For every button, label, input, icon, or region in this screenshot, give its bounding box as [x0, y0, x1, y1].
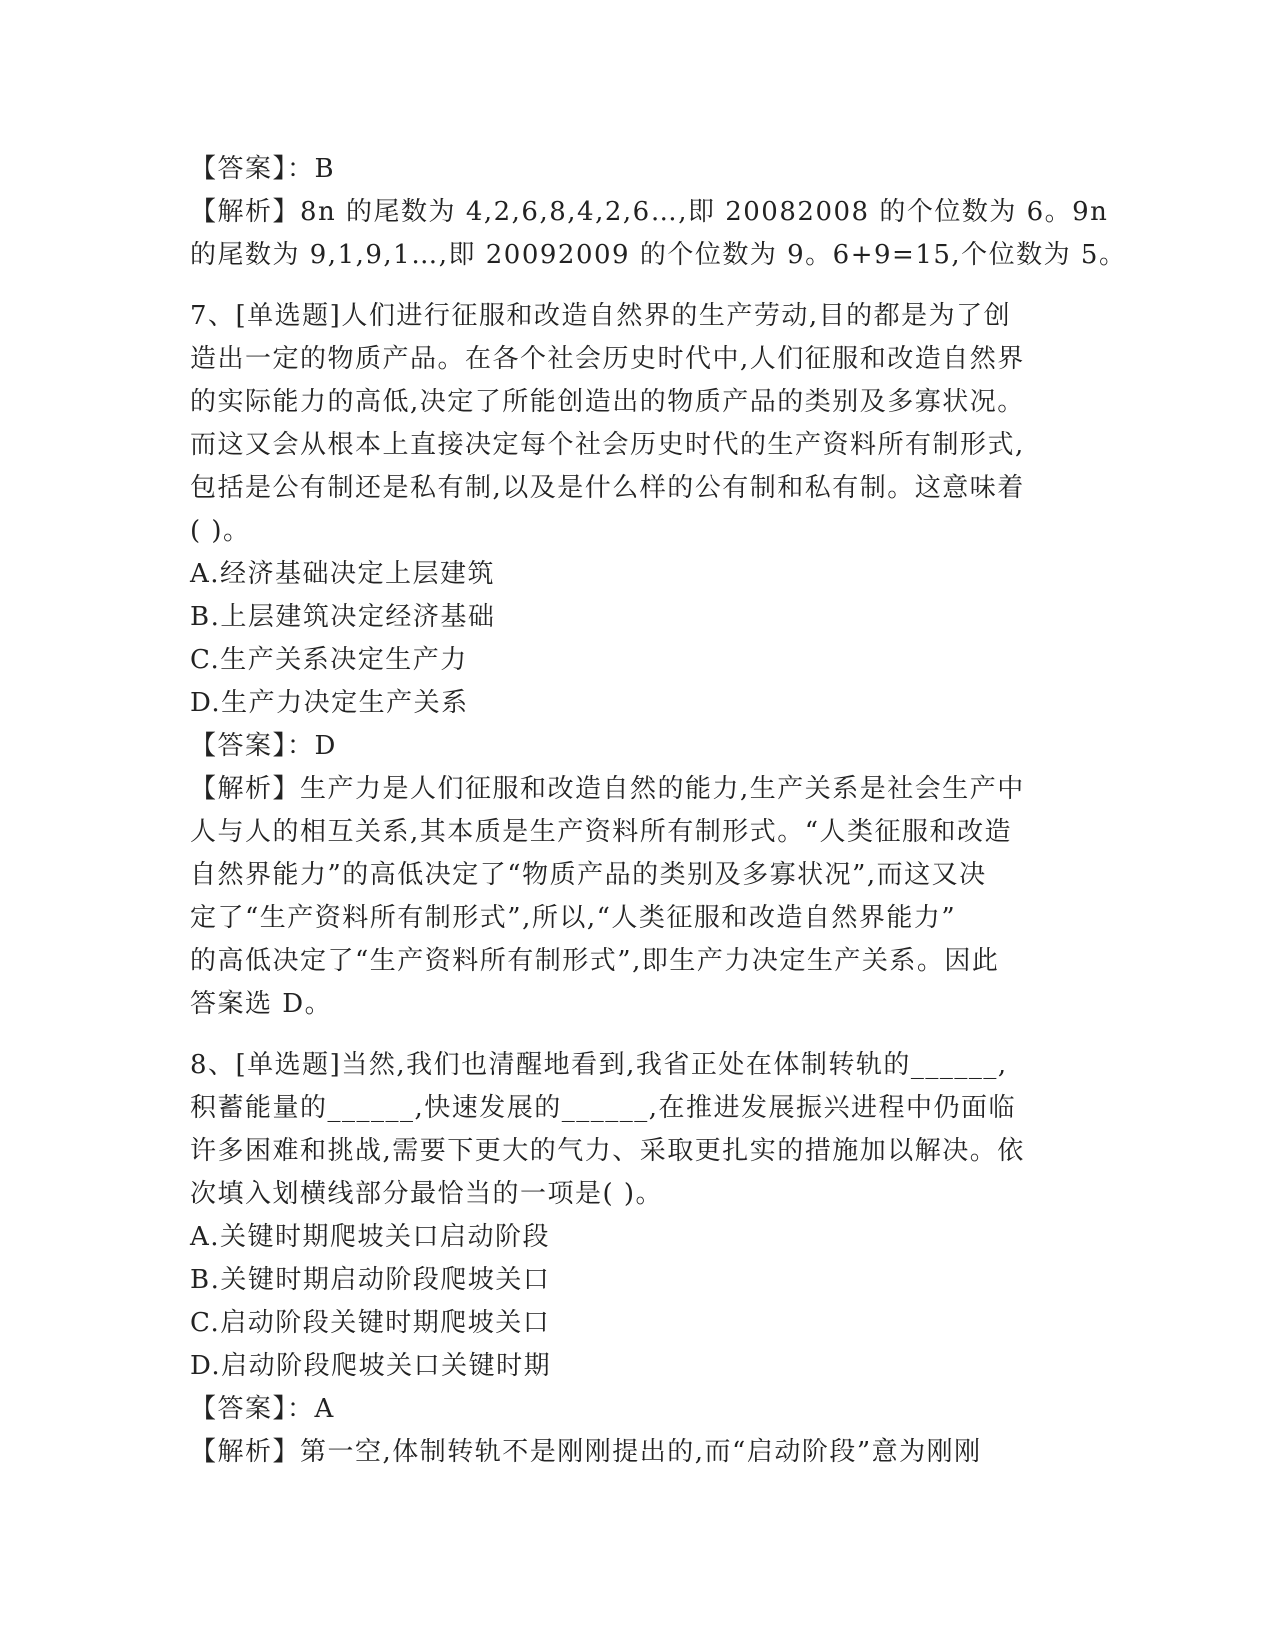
question-7: [190, 295, 1080, 1026]
document-content: [190, 148, 1127, 1474]
q7-stem-line: ( )。: [190, 516, 251, 546]
q8-stem-line: 积蓄能量的______,快速发展的______,在推进发展振兴进程中仍面临: [190, 1093, 1017, 1123]
q6-answer: 【答案】：B: [190, 154, 336, 184]
q8-analysis-line: 【解析】第一空,体制转轨不是刚刚提出的,而“启动阶段”意为刚刚: [190, 1437, 982, 1467]
q8-stem-line: 8、[单选题]当然,我们也清醒地看到,我省正处在体制转轨的______,: [190, 1050, 1008, 1080]
q7-stem-line: 7、[单选题]人们进行征服和改造自然界的生产劳动,目的都是为了创: [190, 301, 1012, 331]
q7-option-a: A.经济基础决定上层建筑: [190, 559, 496, 589]
q7-analysis-line: 定了“生产资料所有制形式”,所以,“人类征服和改造自然界能力”: [190, 903, 957, 933]
q7-option-d: D.生产力决定生产关系: [190, 688, 469, 718]
q7-analysis-line: 人与人的相互关系,其本质是生产资料所有制形式。“人类征服和改造: [190, 817, 1013, 847]
q7-stem-line: 包括是公有制还是私有制,以及是什么样的公有制和私有制。这意味着: [190, 473, 1025, 503]
q8-option-d: D.启动阶段爬坡关口关键时期: [190, 1351, 552, 1381]
q7-stem-line: 造出一定的物质产品。在各个社会历史时代中,人们征服和改造自然界: [190, 344, 1025, 374]
q7-option-b: B.上层建筑决定经济基础: [190, 602, 496, 632]
q7-analysis-line: 自然界能力”的高低决定了“物质产品的类别及多寡状况”,而这又决: [190, 860, 987, 890]
q8-answer: 【答案】：A: [190, 1394, 335, 1424]
q8-option-b: B.关键时期启动阶段爬坡关口: [190, 1265, 551, 1295]
q7-stem-line: 的实际能力的高低,决定了所能创造出的物质产品的类别及多寡状况。: [190, 387, 1025, 417]
q7-analysis-line: 的高低决定了“生产资料所有制形式”,即生产力决定生产关系。因此: [190, 946, 1000, 976]
q8-option-c: C.启动阶段关键时期爬坡关口: [190, 1308, 551, 1338]
spacer: [190, 1026, 1080, 1044]
q7-stem-line: 而这又会从根本上直接决定每个社会历史时代的生产资料所有制形式,: [190, 430, 1025, 460]
q7-answer: 【答案】：D: [190, 731, 337, 761]
q7-analysis-line: 答案选 D。: [190, 989, 333, 1019]
q8-stem-line: 许多困难和挑战,需要下更大的气力、采取更扎实的措施加以解决。依: [190, 1136, 1025, 1166]
q8-stem-line: 次填入划横线部分最恰当的一项是( )。: [190, 1179, 664, 1209]
question-8: [190, 1044, 1080, 1474]
q6-analysis-line: 的尾数为 9,1,9,1…,即 20092009 的个位数为 9。6+9=15,个位数为 5。: [190, 240, 1127, 270]
spacer: [190, 277, 1080, 295]
q7-analysis-line: 【解析】生产力是人们征服和改造自然的能力,生产关系是社会生产中: [190, 774, 1025, 804]
q8-option-a: A.关键时期爬坡关口启动阶段: [190, 1222, 551, 1252]
q6-analysis-line: 【解析】8n 的尾数为 4,2,6,8,4,2,6…,即 20082008 的个位数为 6。9n: [190, 197, 1109, 227]
q7-option-c: C.生产关系决定生产力: [190, 645, 468, 675]
question-6-tail: [190, 148, 1127, 277]
